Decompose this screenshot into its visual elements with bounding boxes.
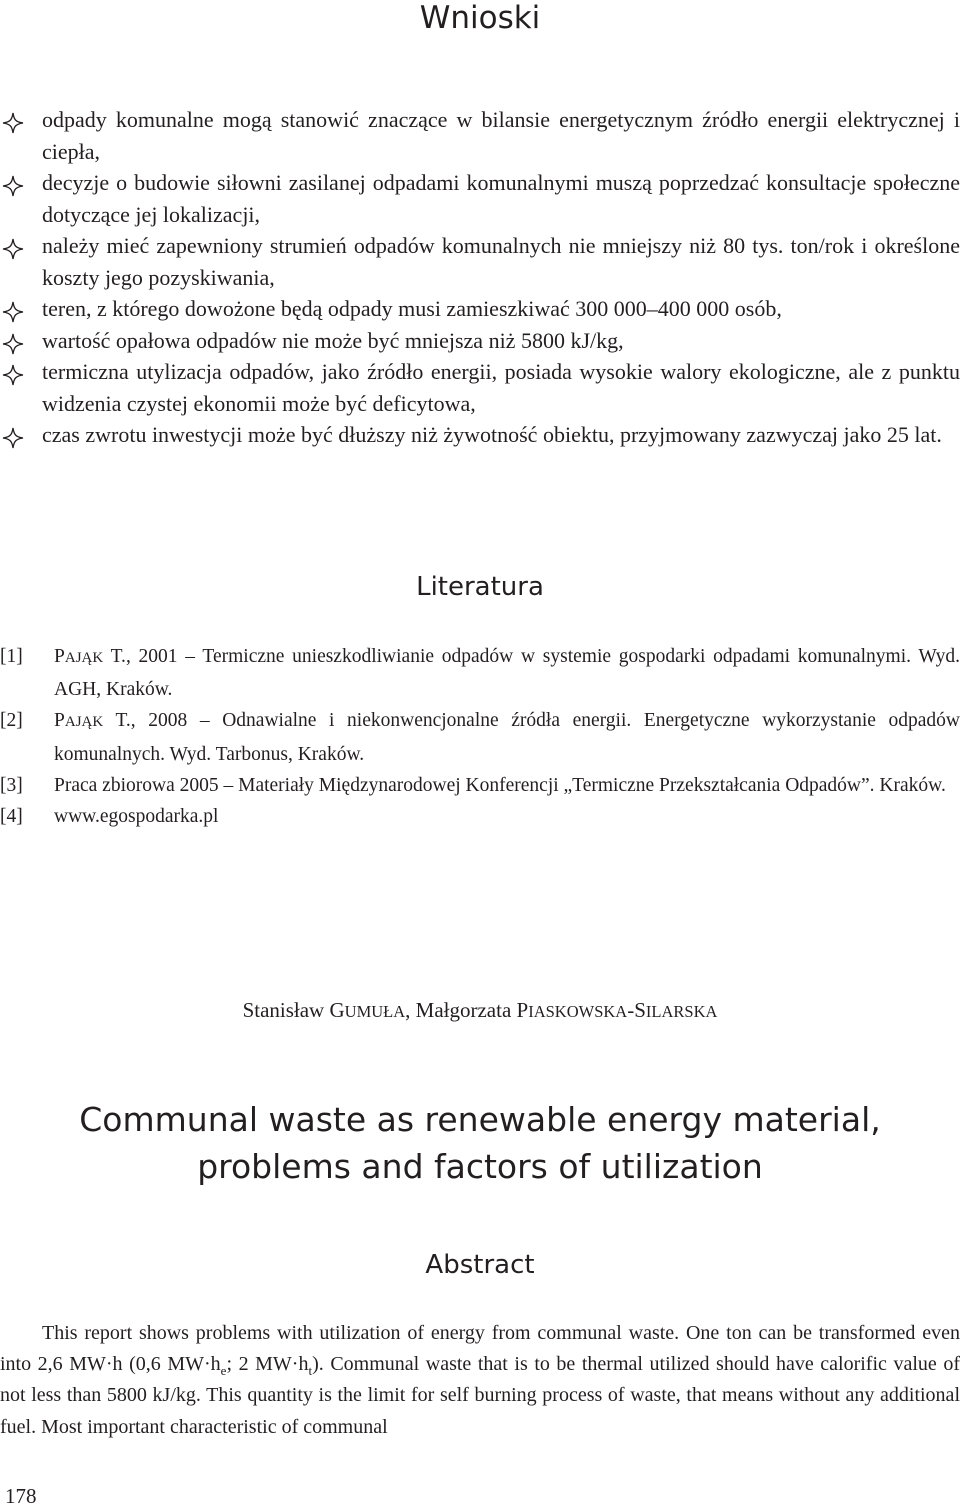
section-heading-conclusions: Wnioski (419, 0, 541, 36)
reference-item (0, 641, 960, 705)
reference-item (0, 705, 960, 769)
reference-author: PAJĄK T. (54, 710, 131, 732)
conclusion-text: należy mieć zapewniony strumień odpadów komunalnych nie mniejszy niż 80 tys. ton/rok i określone koszty jego pozyskiwania, (42, 233, 960, 290)
four-point-star-icon (2, 426, 24, 448)
conclusion-item (0, 293, 960, 325)
page-number: 178 (5, 1484, 37, 1508)
conclusion-text: decyzje o budowie siłowni zasilanej odpadami komunalnymi muszą poprzedzać konsultacje społeczne dotyczące jej lokalizacji, (42, 170, 960, 227)
conclusions-list (0, 104, 960, 451)
four-point-star-icon (2, 237, 24, 259)
conclusion-item (0, 419, 960, 451)
reference-text: , 2008 – Odnawialne i niekonwencjonalne źródła energii. Energetyczne wykorzystanie odpadów komunalnych. Wyd. Tarbonus, Kraków. (54, 710, 960, 765)
reference-number: [3] (0, 774, 23, 796)
conclusion-text: odpady komunalne mogą stanowić znaczące w bilansie energetycznym źródło energii elektrycznej i ciepła, (42, 107, 960, 164)
four-point-star-icon (2, 332, 24, 354)
abstract-paragraph: This report shows problems with utilization of energy from communal waste. One ton can be transformed even into 2,6 MW·h (0,6 $MW\cdot h_e$; 2 $MW\cdot h_t$). Communal waste that is to be thermal utilized should have calorific value of not less than 5800 kJ/kg. This quantity is the limit for self burning process of waste, that means without any additional fuel. Most important characteristic of communal (0, 1322, 960, 1438)
conclusion-text: termiczna utylizacja odpadów, jako źródło energii, posiada wysokie walory ekologiczne, ale z punktu widzenia czystej ekonomii może być deficytowa, (42, 359, 960, 416)
reference-link: www.egospodarka.pl (54, 806, 219, 828)
conclusion-text: czas zwrotu inwestycji może być dłuższy niż żywotność obiektu, przyjmowany zazwyczaj jako 25 lat. (42, 422, 942, 447)
conclusion-item (0, 356, 960, 419)
conclusion-item (0, 230, 960, 293)
reference-text: , 2001 – Termiczne unieszkodliwianie odpadów w systemie gospodarki odpadami komunalnymi. Wyd. AGH, Kraków. (54, 646, 960, 701)
reference-item (0, 801, 960, 832)
section-heading-literature: Literatura (416, 572, 544, 602)
four-point-star-icon (2, 300, 24, 322)
reference-item (0, 770, 960, 801)
authors-line: Stanisław GUMUŁA, Małgorzata PIASKOWSKA-SILARSKA (242, 998, 718, 1022)
reference-text: Praca zbiorowa 2005 – Materiały Międzynarodowej Konferencji „Termiczne Przekształcania Odpadów”. Kraków. (54, 774, 946, 796)
conclusion-item (0, 104, 960, 167)
section-heading-abstract: Abstract (425, 1250, 535, 1280)
references-list (0, 641, 960, 832)
conclusion-item (0, 325, 960, 357)
paper-title: Communal waste as renewable energy material, problems and factors of utilization (79, 1100, 881, 1186)
reference-author: PAJĄK T. (54, 646, 126, 667)
conclusion-text: wartość opałowa odpadów nie może być mniejsza niż 5800 kJ/kg, (42, 327, 624, 353)
four-point-star-icon (2, 363, 24, 385)
reference-number: [2] (0, 710, 23, 732)
four-point-star-icon (2, 174, 24, 196)
conclusion-text: teren, z którego dowożone będą odpady musi zamieszkiwać 300 000–400 000 osób, (42, 296, 782, 321)
four-point-star-icon (2, 111, 24, 133)
conclusion-item (0, 167, 960, 230)
reference-number: [1] (0, 646, 23, 667)
reference-number: [4] (0, 806, 23, 828)
